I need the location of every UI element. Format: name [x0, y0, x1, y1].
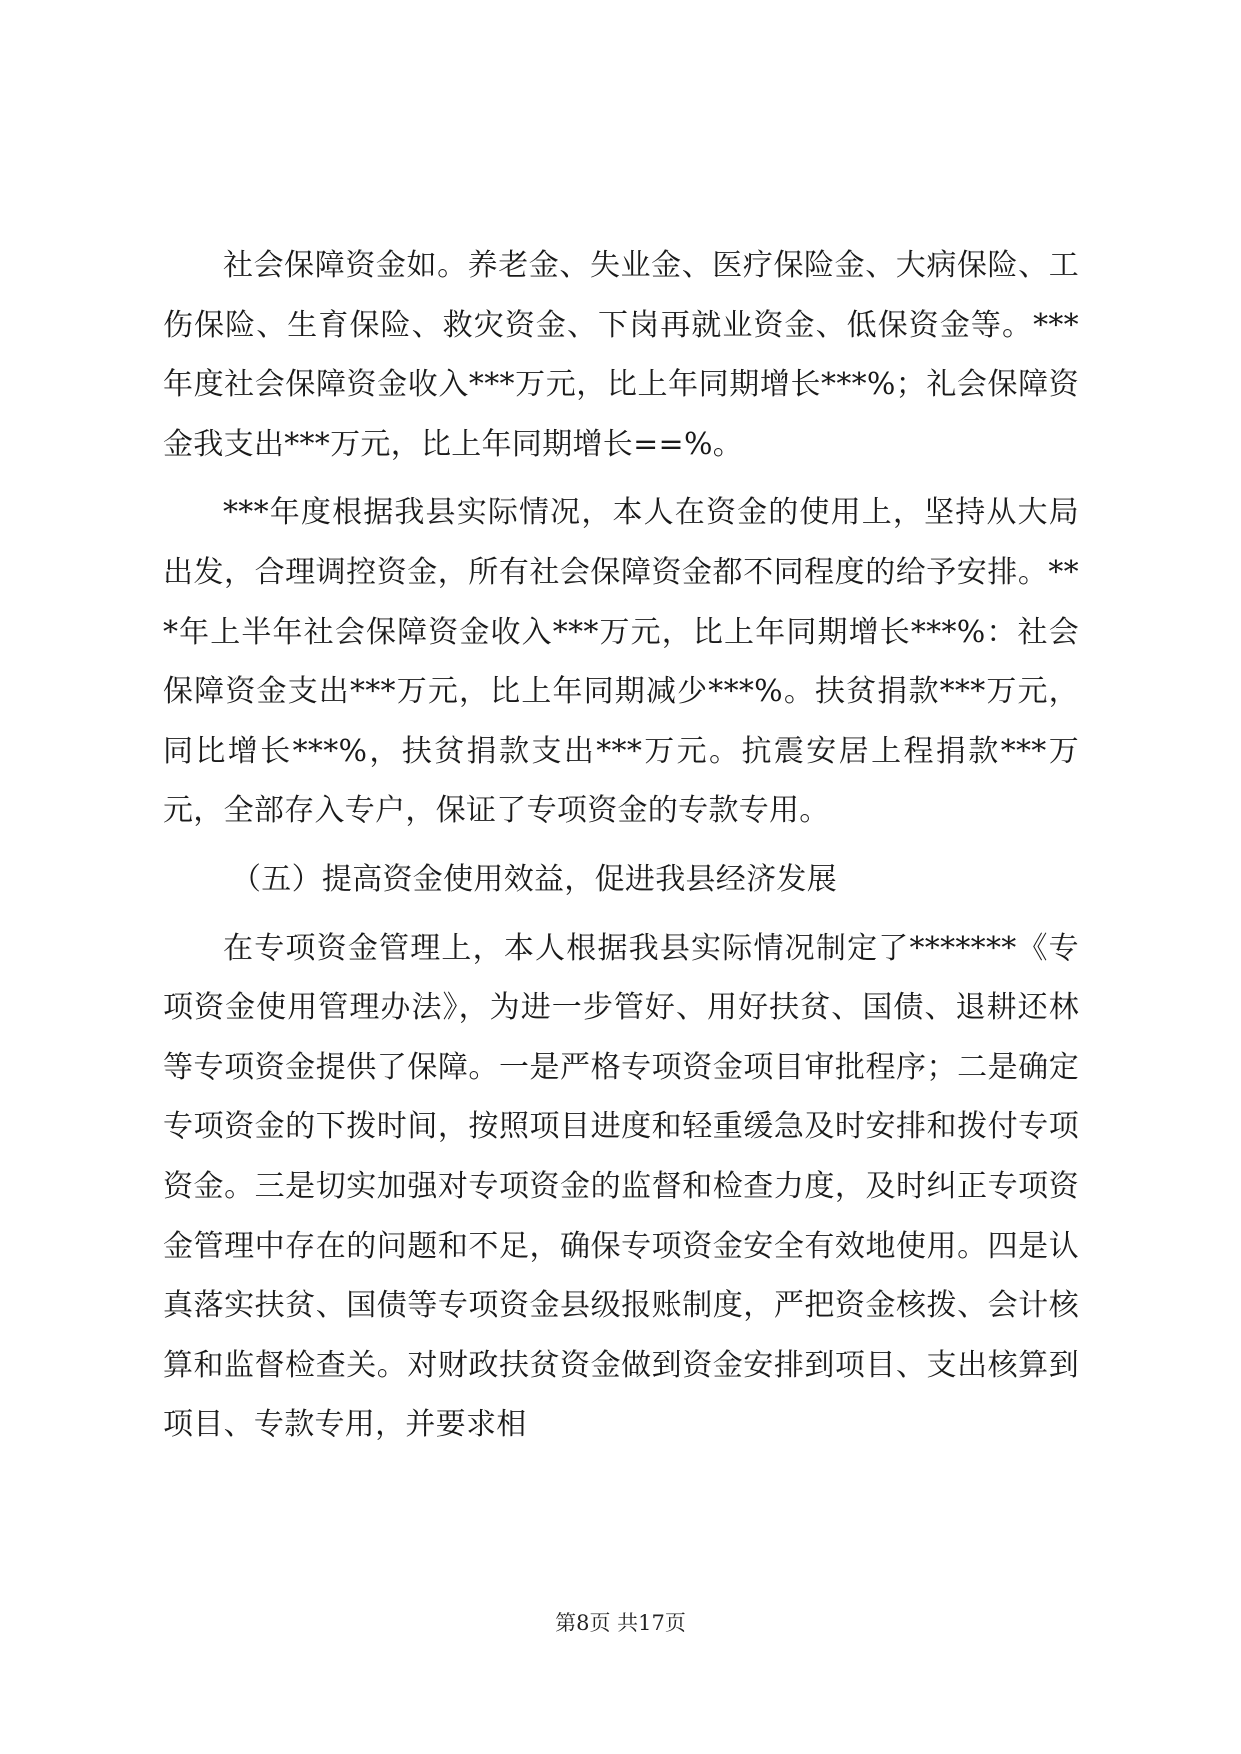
section-heading: （五）提高资金使用效益，促进我县经济发展 — [231, 861, 837, 897]
document-body — [163, 236, 1079, 1464]
page-number-footer: 第8页 共17页 — [555, 1611, 686, 1635]
paragraph-special-fund-management: 在专项资金管理上，本人根据我县实际情况制定了*******《专项资金使用管理办法》，为进一步管好、用好扶贫、国债、退耕还林等专项资金提供了保障。一是严格专项资金项目审批程序；二是确定专项资金的下拨时间，按照项目进度和轻重缓急及时安排和拨付专项资金。三是切实加强对专项资金的监督和检查力度，及时纠正专项资金管理中存在的问题和不足，确保专项资金安全有效地使用。四是认真落实扶贫、国债等专项资金县级报账制度，严把资金核拨、会计核算和监督检查关。对财政扶贫资金做到资金安排到项目、支出核算到项目、专款专用，并要求相 — [163, 930, 1079, 1443]
paragraph-annual-fund-usage: ***年度根据我县实际情况，本人在资金的使用上，坚持从大局出发，合理调控资金，所有社会保障资金都不同程度的给予安排。***年上半年社会保障资金收入***万元，比上年同期增长***%：社会保障资金支出***万元，比上年同期减少***%。扶贫捐款***万元，同比增长***%，扶贫捐款支出***万元。抗震安居上程捐款***万元，全部存入专户，保证了专项资金的专款专用。 — [163, 495, 1079, 829]
paragraph-social-security-funds: 社会保障资金如。养老金、失业金、医疗保险金、大病保险、工伤保险、生育保险、救灾资金、下岗再就业资金、低保资金等。***年度社会保障资金收入***万元，比上年同期增长***%；礼会保障资金我支出***万元，比上年同期增长==%。 — [163, 248, 1079, 462]
